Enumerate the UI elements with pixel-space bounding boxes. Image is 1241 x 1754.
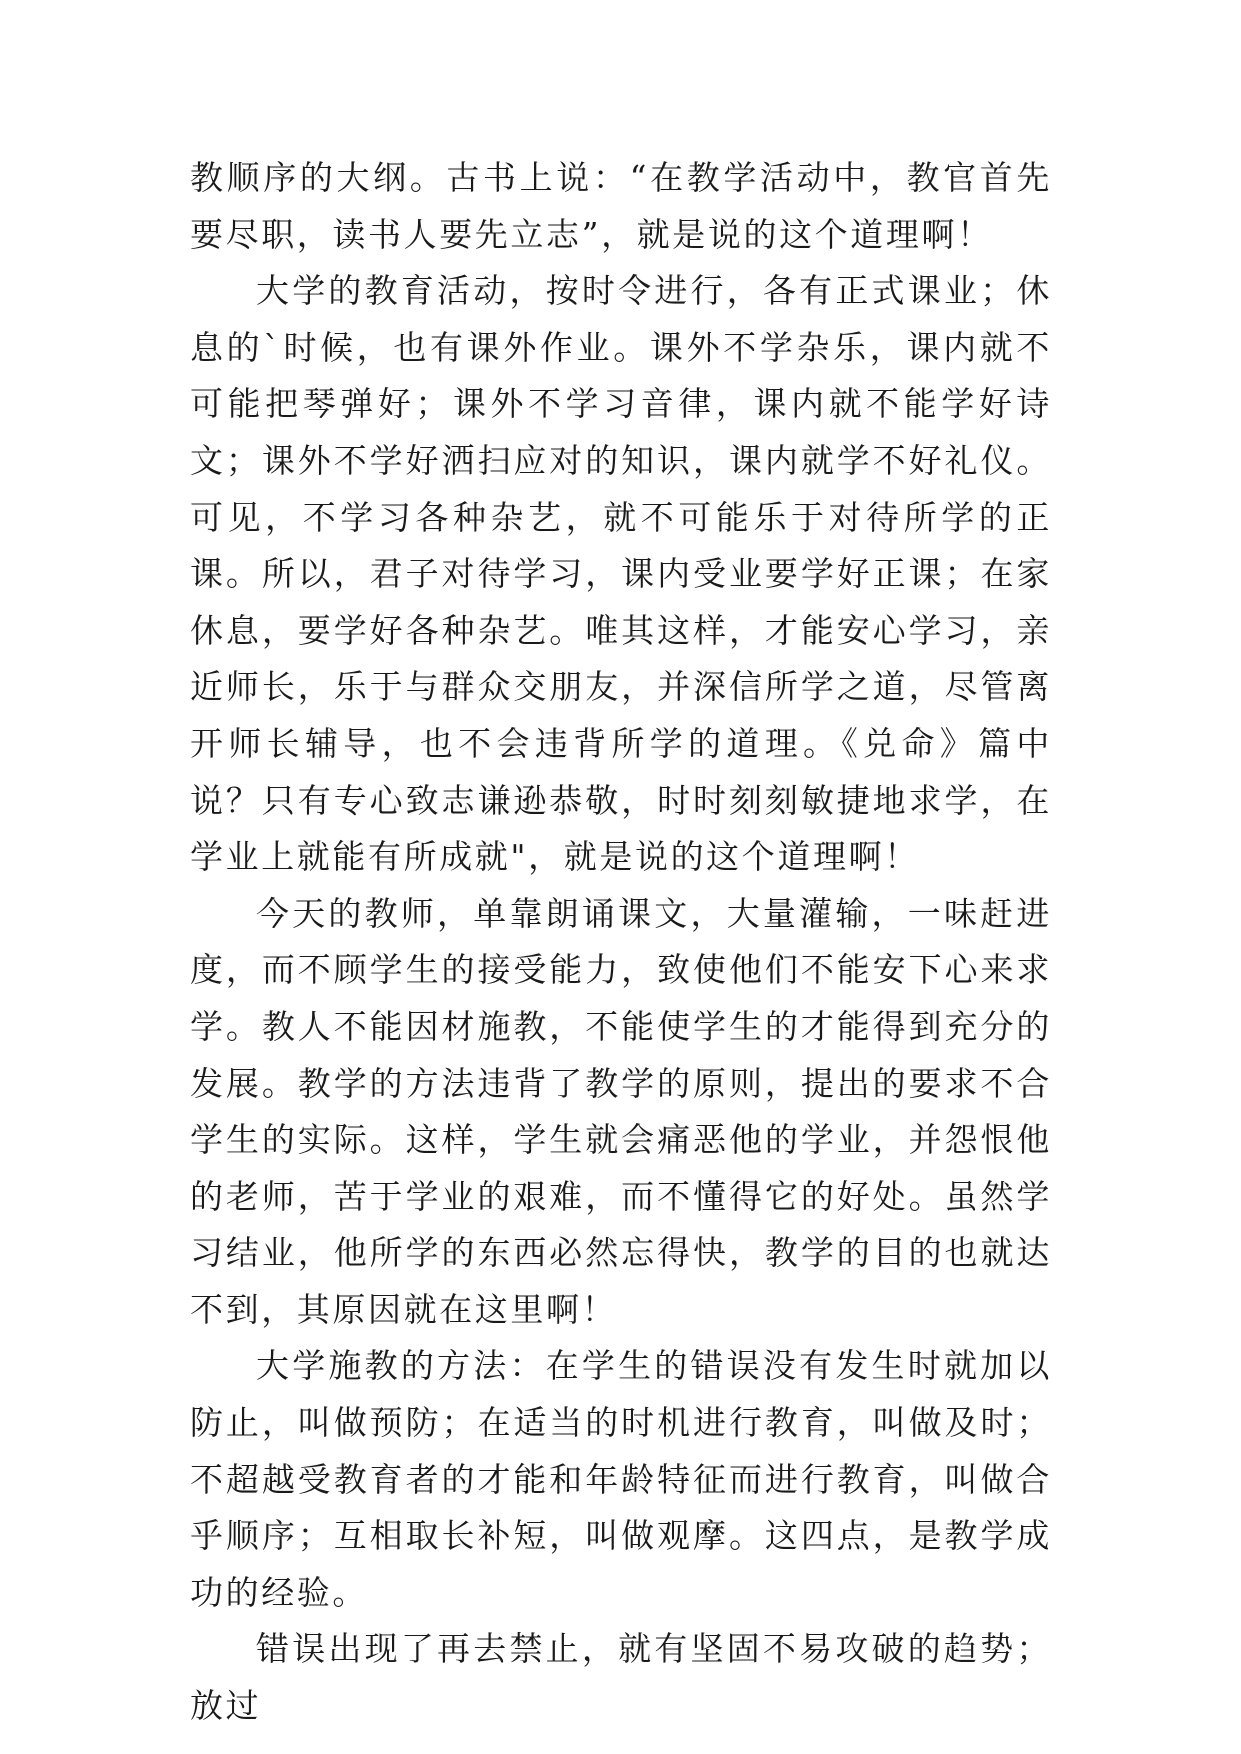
paragraph-2: 大学的教育活动，按时令进行，各有正式课业；休息的`时候，也有课外作业。课外不学杂乐，课内就不可能把琴弹好；课外不学习音律，课内就不能学好诗文；课外不学好洒扫应对的知识，课内就学不好礼仪。可见，不学习各种杂艺，就不可能乐于对待所学的正课。所以，君子对待学习，课内受业要学好正课；在家休息，要学好各种杂艺。唯其这样，才能安心学习，亲近师长，乐于与群众交朋友，并深信所学之道，尽管离开师长辅导，也不会违背所学的道理。《兑命》篇中说？只有专心致志谦逊恭敬，时时刻刻敏捷地求学，在学业上就能有所成就"，就是说的这个道理啊！ <box>190 271 1052 877</box>
document-body <box>190 150 1052 1735</box>
paragraph-4: 大学施教的方法：在学生的错误没有发生时就加以防止，叫做预防；在适当的时机进行教育，叫做及时；不超越受教育者的才能和年龄特征而进行教育，叫做合乎顺序；互相取长补短，叫做观摩。这四点，是教学成功的经验。 <box>190 1346 1052 1612</box>
paragraph-3: 今天的教师，单靠朗诵课文，大量灌输，一味赶进度，而不顾学生的接受能力，致使他们不能安下心来求学。教人不能因材施教，不能使学生的才能得到充分的发展。教学的方法违背了教学的原则，提出的要求不合学生的实际。这样，学生就会痛恶他的学业，并怨恨他的老师，苦于学业的艰难，而不懂得它的好处。虽然学习结业，他所学的东西必然忘得快，教学的目的也就达不到，其原因就在这里啊！ <box>190 893 1052 1329</box>
paragraph-5: 错误出现了再去禁止，就有坚固不易攻破的趋势；放过 <box>190 1629 1052 1726</box>
paragraph-1: 教顺序的大纲。古书上说：“在教学活动中，教官首先要尽职，读书人要先立志”，就是说的这个道理啊！ <box>190 158 1052 254</box>
